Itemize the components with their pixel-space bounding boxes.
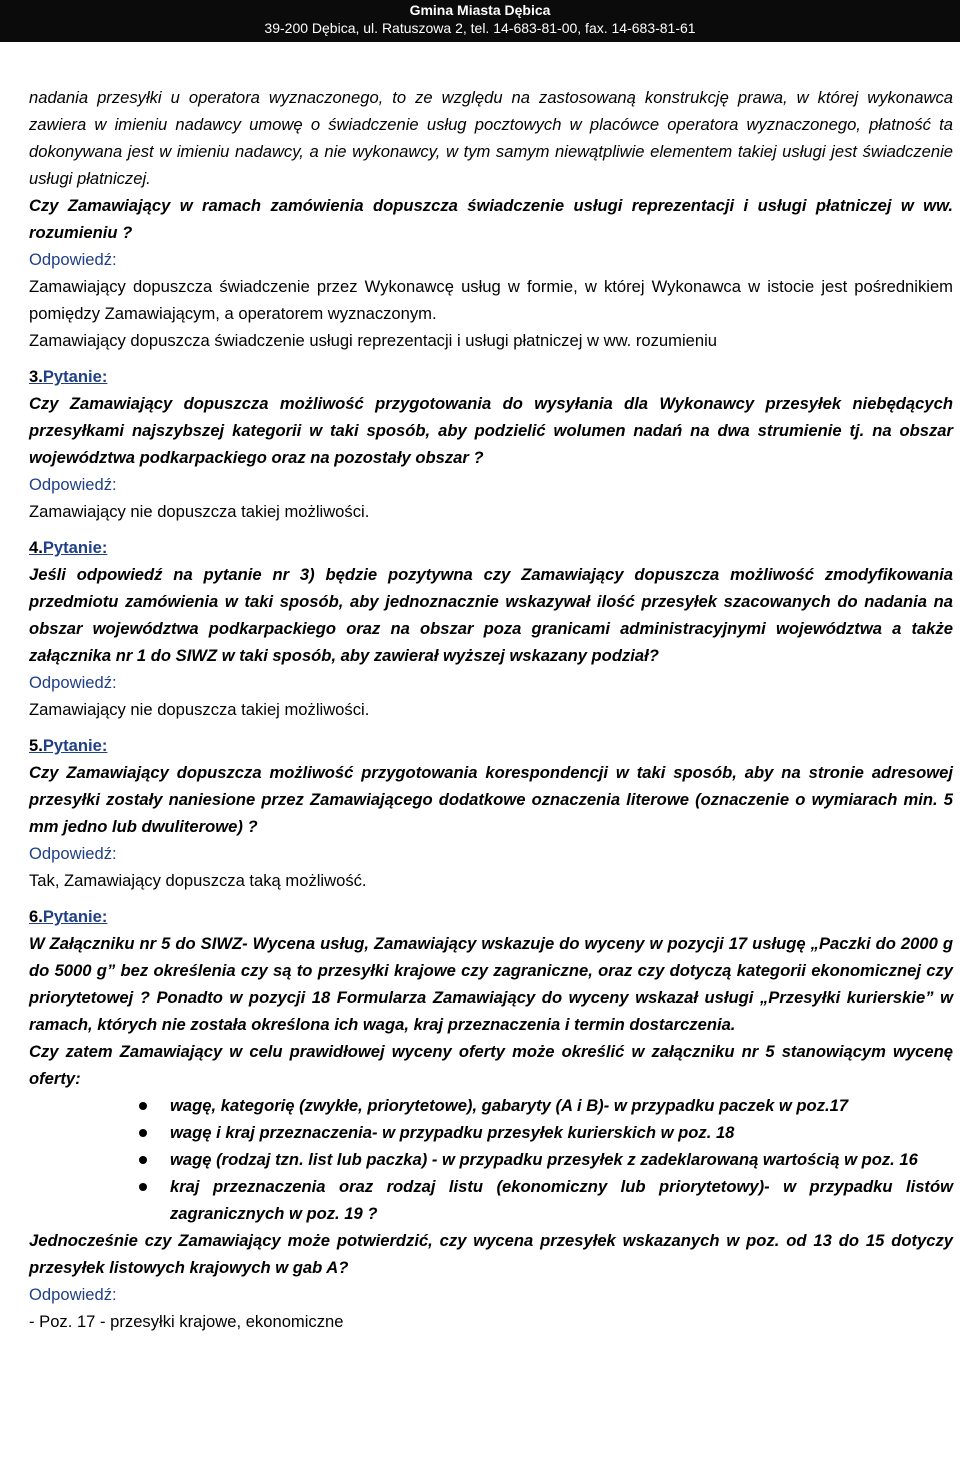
list-item-text: wagę, kategorię (zwykłe, priorytetowe), gabaryty (A i B)- w przypadku paczek w poz.17 <box>170 1096 849 1115</box>
question-6-text-1: W Załączniku nr 5 do SIWZ- Wycena usług, Zamawiający wskazuje do wyceny w pozycji 17 usługę „Paczki do 2000 g do 5000 g” bez określenia czy są to przesyłki krajowe czy zagraniczne, oraz czy dotyczą kategorii ekonomicznej czy priorytetowej ? Ponadto w pozycji 18 Formularza Zamawiający do wyceny wskazał usługi „Przesyłki kurierskie” w ramach, których nie została określona ich waga, kraj przeznaczenia i termin dostarczenia. <box>29 934 953 1034</box>
question-4-label: Pytanie: <box>42 538 108 557</box>
intro-answer-1: Zamawiający dopuszcza świadczenie przez Wykonawcę usług w formie, w której Wykonawca w istocie jest pośrednikiem pomiędzy Zamawiającym, a operatorem wyznaczonym. <box>29 277 953 323</box>
bullet-icon <box>139 1156 147 1164</box>
question-5-answer: Tak, Zamawiający dopuszcza taką możliwość. <box>29 871 367 890</box>
answer-label: Odpowiedź: <box>29 475 117 494</box>
question-3-answer: Zamawiający nie dopuszcza takiej możliwości. <box>29 502 370 521</box>
question-3-number: 3. <box>29 367 43 386</box>
question-6-answer: - Poz. 17 - przesyłki krajowe, ekonomiczne <box>29 1312 344 1331</box>
intro-question-text: nadania przesyłki u operatora wyznaczonego, to ze względu na zastosowaną konstrukcję prawa, w której wykonawca zawiera w imieniu nadawcy umowę o świadczenie usług pocztowych w placówce operatora wyznaczonego, płatność ta dokonywana jest w imieniu nadawcy, a nie wykonawcy, w tym samym niewątpliwie elementem takiej usługi jest świadczenie usługi płatniczej. <box>29 88 953 188</box>
list-item <box>29 1146 953 1173</box>
answer-label: Odpowiedź: <box>29 673 117 692</box>
question-5-number: 5. <box>29 736 43 755</box>
page-header <box>0 0 960 42</box>
question-5-heading <box>29 732 953 759</box>
question-5-label: Pytanie: <box>42 736 108 755</box>
list-item <box>29 1173 953 1227</box>
question-4-text: Jeśli odpowiedź na pytanie nr 3) będzie pozytywna czy Zamawiający dopuszcza możliwość zmodyfikowania przedmiotu zamówienia w taki sposób, aby jednoznacznie wskazywał ilość przesyłek szacowanych do nadania na obszar województwa podkarpackiego oraz na obszar poza granicami administracyjnymi województwa a także załącznika nr 1 do SIWZ w taki sposób, aby zawierał wyższej wskazany podział? <box>29 565 953 665</box>
bullet-icon <box>139 1102 147 1110</box>
question-4-heading <box>29 534 953 561</box>
question-4-number: 4. <box>29 538 43 557</box>
list-item-text: wagę i kraj przeznaczenia- w przypadku przesyłek kurierskich w poz. 18 <box>170 1123 735 1142</box>
question-6-number: 6. <box>29 907 43 926</box>
question-6-text-3: Jednocześnie czy Zamawiający może potwierdzić, czy wycena przesyłek wskazanych w poz. od 13 do 15 dotyczy przesyłek listowych krajowych w gab A? <box>29 1231 953 1277</box>
intro-answer-2: Zamawiający dopuszcza świadczenie usługi reprezentacji i usługi płatniczej w ww. rozumieniu <box>29 331 718 350</box>
bullet-icon <box>139 1129 147 1137</box>
header-address: 39-200 Dębica, ul. Ratuszowa 2, tel. 14-683-81-00, fax. 14-683-81-61 <box>264 20 696 36</box>
list-item <box>29 1092 953 1119</box>
answer-label: Odpowiedź: <box>29 844 117 863</box>
intro-question-bold: Czy Zamawiający w ramach zamówienia dopuszcza świadczenie usługi reprezentacji i usługi płatniczej w ww. rozumieniu ? <box>29 196 953 242</box>
question-3-label: Pytanie: <box>42 367 108 386</box>
question-3-text: Czy Zamawiający dopuszcza możliwość przygotowania do wysyłania dla Wykonawcy przesyłek niebędących przesyłkami najszybszej kategorii w taki sposób, aby podzielić wolumen nadań na dwa strumienie tj. na obszar województwa podkarpackiego oraz na pozostały obszar ? <box>29 394 953 467</box>
question-5-text: Czy Zamawiający dopuszcza możliwość przygotowania korespondencji w taki sposób, aby na stronie adresowej przesyłki zostały naniesione przez Zamawiającego dodatkowe oznaczenia literowe (oznaczenie o wymiarach min. 5 mm jedno lub dwuliterowe) ? <box>29 763 953 836</box>
document-body <box>29 84 953 1335</box>
list-item-text: kraj przeznaczenia oraz rodzaj listu (ekonomiczny lub priorytetowy)- w przypadku listów zagranicznych w poz. 19 ? <box>170 1177 953 1223</box>
bullet-icon <box>139 1183 147 1191</box>
question-6-text-2: Czy zatem Zamawiający w celu prawidłowej wyceny oferty może określić w załączniku nr 5 stanowiącym wycenę oferty: <box>29 1042 953 1088</box>
answer-label: Odpowiedź: <box>29 250 117 269</box>
question-6-label: Pytanie: <box>42 907 108 926</box>
question-3-heading <box>29 363 953 390</box>
list-item <box>29 1119 953 1146</box>
list-item-text: wagę (rodzaj tzn. list lub paczka) - w przypadku przesyłek z zadeklarowaną wartością w poz. 16 <box>170 1150 918 1169</box>
header-org-name: Gmina Miasta Dębica <box>409 2 551 18</box>
question-6-heading <box>29 903 953 930</box>
question-6-bullet-list <box>29 1092 953 1227</box>
question-4-answer: Zamawiający nie dopuszcza takiej możliwości. <box>29 700 370 719</box>
answer-label: Odpowiedź: <box>29 1285 117 1304</box>
